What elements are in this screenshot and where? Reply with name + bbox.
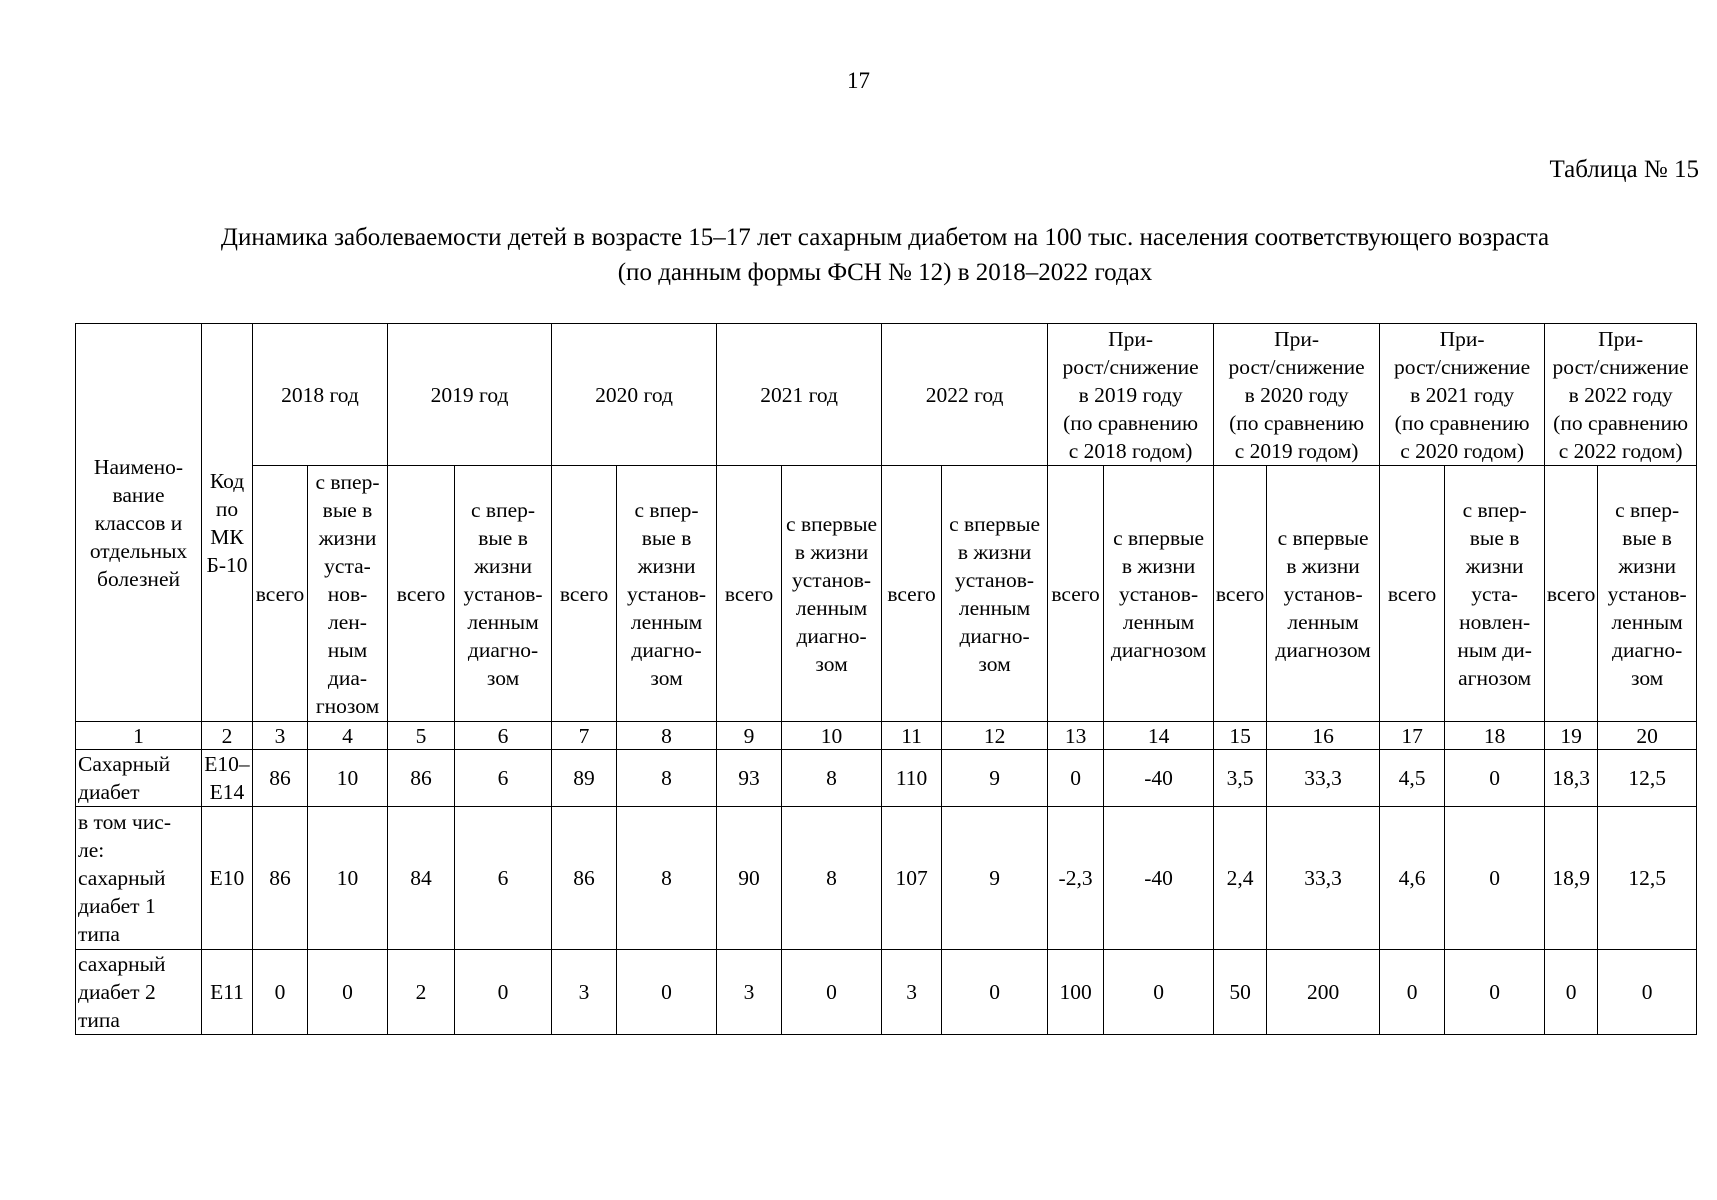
table-cell: 0 xyxy=(1445,807,1545,950)
table-cell: 18,9 xyxy=(1545,807,1598,950)
row-icd-code: E10– E14 xyxy=(202,750,253,807)
table-cell: 3 xyxy=(882,950,942,1035)
header-year-2020: 2020 год xyxy=(552,324,717,466)
table-cell: 3 xyxy=(552,950,617,1035)
column-number: 14 xyxy=(1104,722,1214,750)
table-cell: 93 xyxy=(717,750,782,807)
header-growth-2019: При- рост/снижение в 2019 году (по сравнению с 2018 годом) xyxy=(1048,324,1214,466)
table-cell: 0 xyxy=(1104,950,1214,1035)
table-cell: 110 xyxy=(882,750,942,807)
column-number: 6 xyxy=(455,722,552,750)
column-number: 12 xyxy=(942,722,1048,750)
table-cell: 86 xyxy=(552,807,617,950)
table-cell: 18,3 xyxy=(1545,750,1598,807)
table-cell: 4,6 xyxy=(1380,807,1445,950)
column-number: 18 xyxy=(1445,722,1545,750)
table-cell: 10 xyxy=(308,750,388,807)
column-number: 4 xyxy=(308,722,388,750)
table-cell: 6 xyxy=(455,807,552,950)
subheader-new-diagnosis: с впервые в жизни установ- ленным диагнозом xyxy=(1267,466,1380,722)
table-cell: 0 xyxy=(1048,750,1104,807)
table-cell: 3 xyxy=(717,950,782,1035)
column-number: 2 xyxy=(202,722,253,750)
column-number: 5 xyxy=(388,722,455,750)
table-cell: 12,5 xyxy=(1598,750,1697,807)
header-row-years xyxy=(76,324,1697,466)
row-icd-code: E11 xyxy=(202,950,253,1035)
subheader-total: всего xyxy=(882,466,942,722)
subheader-total: всего xyxy=(1380,466,1445,722)
document-title xyxy=(60,220,1710,290)
column-number: 16 xyxy=(1267,722,1380,750)
table-cell: 0 xyxy=(617,950,717,1035)
header-disease-name: Наимено- вание классов и отдельных болезней xyxy=(76,324,202,722)
table-cell: 0 xyxy=(253,950,308,1035)
table-cell: 8 xyxy=(782,807,882,950)
column-number: 9 xyxy=(717,722,782,750)
table-cell: 107 xyxy=(882,807,942,950)
header-growth-2021: При- рост/снижение в 2021 году (по сравнению с 2020 годом) xyxy=(1380,324,1545,466)
subheader-new-diagnosis: с впер- вые в жизни установ- ленным диагно- зом xyxy=(455,466,552,722)
column-number: 15 xyxy=(1214,722,1267,750)
table-row xyxy=(76,807,1697,950)
table-cell: 0 xyxy=(1445,950,1545,1035)
table-cell: 2 xyxy=(388,950,455,1035)
subheader-total: всего xyxy=(552,466,617,722)
column-number: 11 xyxy=(882,722,942,750)
subheader-total: всего xyxy=(1214,466,1267,722)
column-number: 20 xyxy=(1598,722,1697,750)
table-cell: 3,5 xyxy=(1214,750,1267,807)
column-number: 13 xyxy=(1048,722,1104,750)
table-cell: 4,5 xyxy=(1380,750,1445,807)
subheader-new-diagnosis: с впервые в жизни установ- ленным диагно- зом xyxy=(942,466,1048,722)
table-cell: -40 xyxy=(1104,807,1214,950)
table-cell: 100 xyxy=(1048,950,1104,1035)
subheader-total: всего xyxy=(253,466,308,722)
table-cell: 8 xyxy=(617,807,717,950)
table-cell: 86 xyxy=(388,750,455,807)
subheader-new-diagnosis: с впер- вые в жизни уста- нов- лен- ным диа- гнозом xyxy=(308,466,388,722)
column-number: 19 xyxy=(1545,722,1598,750)
table-cell: 9 xyxy=(942,750,1048,807)
subheader-new-diagnosis: с впервые в жизни установ- ленным диагно- зом xyxy=(782,466,882,722)
column-number: 1 xyxy=(76,722,202,750)
table-cell: 0 xyxy=(1545,950,1598,1035)
table-cell: 0 xyxy=(455,950,552,1035)
row-disease-name: в том чис- ле: сахарный диабет 1 типа xyxy=(76,807,202,950)
table-cell: 89 xyxy=(552,750,617,807)
column-number-row xyxy=(76,722,1697,750)
table-cell: 0 xyxy=(782,950,882,1035)
table-cell: 33,3 xyxy=(1267,807,1380,950)
subheader-total: всего xyxy=(388,466,455,722)
column-number: 17 xyxy=(1380,722,1445,750)
page-number: 17 xyxy=(847,68,870,93)
table-cell: 0 xyxy=(1598,950,1697,1035)
column-number: 3 xyxy=(253,722,308,750)
column-number: 10 xyxy=(782,722,882,750)
row-disease-name: Сахарный диабет xyxy=(76,750,202,807)
header-year-2021: 2021 год xyxy=(717,324,882,466)
table-cell: 0 xyxy=(1445,750,1545,807)
table-cell: 0 xyxy=(942,950,1048,1035)
subheader-new-diagnosis: с впервые в жизни установ- ленным диагнозом xyxy=(1104,466,1214,722)
table-cell: 0 xyxy=(308,950,388,1035)
row-disease-name: сахарный диабет 2 типа xyxy=(76,950,202,1035)
table-cell: 90 xyxy=(717,807,782,950)
header-year-2022: 2022 год xyxy=(882,324,1048,466)
table-cell: 0 xyxy=(1380,950,1445,1035)
table-cell: 50 xyxy=(1214,950,1267,1035)
table-cell: 2,4 xyxy=(1214,807,1267,950)
table-cell: -2,3 xyxy=(1048,807,1104,950)
table-cell: -40 xyxy=(1104,750,1214,807)
subheader-new-diagnosis: с впер- вые в жизни установ- ленным диагно- зом xyxy=(1598,466,1697,722)
title-line-1: Динамика заболеваемости детей в возрасте 15–17 лет сахарным диабетом на 100 тыс. населения соответствующего возраста xyxy=(220,224,1550,251)
title-line-2: (по данным формы ФСН № 12) в 2018–2022 годах xyxy=(617,259,1153,286)
table-cell: 86 xyxy=(253,750,308,807)
subheader-total: всего xyxy=(1545,466,1598,722)
row-icd-code: E10 xyxy=(202,807,253,950)
table-cell: 6 xyxy=(455,750,552,807)
subheader-new-diagnosis: с впер- вые в жизни установ- ленным диагно- зом xyxy=(617,466,717,722)
column-number: 7 xyxy=(552,722,617,750)
table-cell: 86 xyxy=(253,807,308,950)
header-growth-2022: При- рост/снижение в 2022 году (по сравнению с 2022 годом) xyxy=(1545,324,1697,466)
table-label: Таблица № 15 xyxy=(1549,156,1699,183)
table-cell: 33,3 xyxy=(1267,750,1380,807)
table-cell: 9 xyxy=(942,807,1048,950)
column-number: 8 xyxy=(617,722,717,750)
table-cell: 12,5 xyxy=(1598,807,1697,950)
table-cell: 10 xyxy=(308,807,388,950)
subheader-total: всего xyxy=(717,466,782,722)
subheader-total: всего xyxy=(1048,466,1104,722)
header-row-subcolumns xyxy=(76,466,1697,722)
header-icd-code: Код по МК Б-10 xyxy=(202,324,253,722)
table-cell: 200 xyxy=(1267,950,1380,1035)
subheader-new-diagnosis: с впер- вые в жизни уста- новлен- ным ди- агнозом xyxy=(1445,466,1545,722)
table-cell: 8 xyxy=(782,750,882,807)
statistics-table xyxy=(75,323,1697,1035)
table-cell: 8 xyxy=(617,750,717,807)
table-row xyxy=(76,750,1697,807)
header-year-2018: 2018 год xyxy=(253,324,388,466)
header-growth-2020: При- рост/снижение в 2020 году (по сравнению с 2019 годом) xyxy=(1214,324,1380,466)
table-row xyxy=(76,950,1697,1035)
header-year-2019: 2019 год xyxy=(388,324,552,466)
table-cell: 84 xyxy=(388,807,455,950)
